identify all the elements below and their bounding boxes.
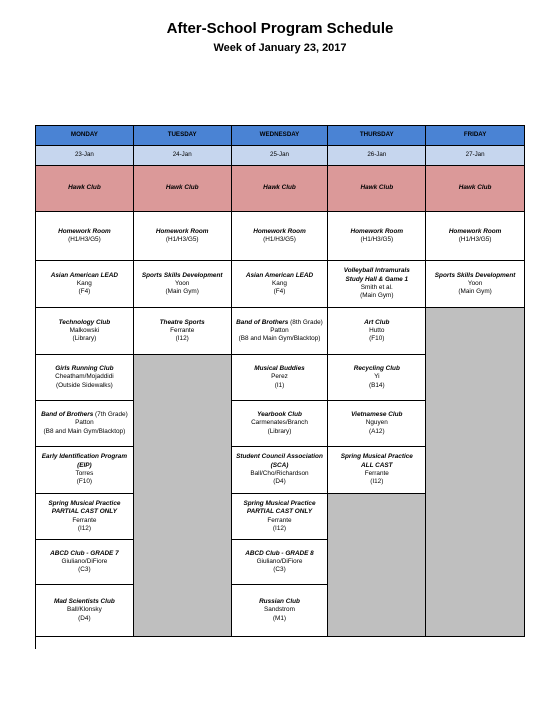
homework-room-tuesday [134,212,232,261]
activity-staff: Torres [75,470,94,477]
date-monday: 23-Jan [36,146,134,166]
day-header-monday: MONDAY [36,126,134,146]
day-header-thursday: THURSDAY [328,126,426,146]
activity-grade: (7th Grade) [93,411,128,418]
activity-room: (C3) [273,566,286,574]
activity-room: (I12) [370,478,384,486]
activity-staff: Nguyen [365,419,388,427]
activity-name: Sports Skills Development [141,271,223,279]
activity-cell [232,447,329,494]
activity-room: (D4) [273,478,286,486]
activity-name-continued: (EIP) [77,461,92,469]
activity-room: (F4) [78,288,91,296]
hawk-club-tuesday: Hawk Club [134,166,232,212]
activity-name: Band of Brothers [41,411,94,418]
activity-name: Mad Scientists Club [54,598,115,605]
activity-staff: Ferrante [364,470,389,477]
activity-staff: Carmenates/Branch [251,419,308,427]
activity-staff: Ball/Klonsky [66,606,102,614]
page-title: After-School Program Schedule [166,20,394,37]
activity-name: Theatre Sports [159,318,205,326]
activity-room: (A12) [368,427,385,435]
activity-room: (H1/H3/G5) [68,236,101,243]
empty-slot [426,308,525,637]
activity-cell [36,585,134,637]
activity-cell [328,355,426,401]
activity-cell [328,401,426,447]
activity-name: Homework Room [155,227,209,235]
activity-staff: Patton [75,419,94,427]
activity-name-continued: (SCA) [270,461,289,469]
date-friday: 27-Jan [426,146,525,166]
activity-name: Yearbook Club [257,411,302,418]
activity-name: Art Club [364,318,390,326]
activity-name-continued: PARTIAL CAST ONLY [51,508,117,516]
activity-staff: Cheatham/Mojaddidi [55,373,114,381]
activity-cell [328,308,426,355]
hawk-club-monday: Hawk Club [36,166,134,212]
hawk-club-thursday: Hawk Club [328,166,426,212]
activity-cell [36,261,134,308]
activity-staff: Malkowski [69,326,100,334]
activity-name: Musical Buddies [254,365,305,372]
activity-cell [36,401,134,447]
activity-name: Sports Skills Development [434,271,516,279]
activity-name: Band of Brothers [236,318,289,326]
activity-name: Student Council Association [236,453,323,461]
activity-name: Russian Club [259,598,300,605]
activity-room: (H1/H3/G5) [165,236,199,243]
activity-room: (F4) [273,288,286,296]
activity-cell [134,308,232,355]
activity-grade: (8th Grade) [288,318,323,326]
activity-room: (F10) [369,335,385,343]
activity-cell [36,355,134,401]
activity-staff: Perez [271,373,288,381]
activity-name: Homework Room [58,227,111,235]
activity-cell [36,308,134,355]
activity-name: Homework Room [448,227,502,235]
schedule-table [35,125,525,649]
activity-room: (Main Gym) [360,292,394,300]
activity-cell [232,540,329,585]
empty-slot [134,355,232,637]
activity-room: (I12) [77,524,91,532]
hawk-club-wednesday: Hawk Club [232,166,329,212]
activity-cell [328,261,426,308]
activity-cell [232,494,329,540]
activity-room: (Library) [72,335,97,343]
activity-cell [36,540,134,585]
activity-name-continued: ALL CAST [361,461,393,469]
page-subtitle: Week of January 23, 2017 [213,42,347,54]
activity-room: (I12) [272,524,287,532]
activity-room: (C3) [78,566,91,574]
activity-name: Spring Musical Practice [243,499,316,507]
day-header-wednesday: WEDNESDAY [232,126,329,146]
activity-staff: Kang [76,279,92,287]
activity-name: Asian American LEAD [50,271,119,279]
activity-room: (D4) [78,614,91,622]
activity-name: ABCD Club - GRADE 8 [245,549,314,557]
activity-name: Spring Musical Practice [340,453,413,461]
activity-name-line [41,411,128,419]
activity-staff: Yoon [467,279,483,287]
activity-staff: Ferrante [170,326,195,334]
activity-name: Homework Room [253,227,306,235]
day-header-tuesday: TUESDAY [134,126,232,146]
activity-staff: Ferrante [72,516,97,524]
activity-room: (M1) [272,614,287,622]
activity-staff: Giuliano/DiFiore [61,557,108,565]
activity-name-continued: PARTIAL CAST ONLY [246,508,313,516]
activity-name: Volleyball Intramurals [343,267,410,275]
activity-room: (Main Gym) [165,288,199,296]
activity-staff: Ferrante [267,516,292,524]
activity-cell [426,261,525,308]
activity-room: (B8 and Main Gym/Blacktop) [238,335,321,343]
activity-name: Early Identification Program [41,453,128,461]
activity-name: ABCD Club - GRADE 7 [50,549,119,557]
activity-room: (B14) [368,381,385,389]
activity-name: Homework Room [350,227,404,235]
activity-cell [232,308,329,355]
homework-room-wednesday [232,212,329,261]
activity-name-line [236,319,323,327]
homework-room-friday [426,212,525,261]
activity-room: (B8 and Main Gym/Blacktop) [43,427,126,435]
activity-name: Technology Club [58,318,111,326]
activity-room: (H1/H3/G5) [263,236,296,243]
day-header-friday: FRIDAY [426,126,525,146]
activity-staff: Giuliano/DiFiore [256,557,303,565]
activity-room: (H1/H3/G5) [458,236,492,243]
activity-staff: Kang [272,279,287,287]
activity-name: Vietnamese Club [351,411,403,418]
hawk-club-friday: Hawk Club [426,166,525,212]
activity-name: Spring Musical Practice [48,499,121,507]
activity-staff: Smith et al. [360,284,393,291]
activity-room: (Main Gym) [458,288,492,296]
activity-staff: Hutto [369,326,385,334]
activity-name: Recycling Club [353,365,400,372]
activity-room: (I1) [274,381,285,389]
activity-staff: Yoon [175,279,190,287]
activity-cell [134,261,232,308]
activity-staff: Sandstrom [264,606,295,614]
activity-name: Girls Running Club [55,365,114,372]
activity-cell [328,447,426,494]
date-tuesday: 24-Jan [134,146,232,166]
activity-room: (I12) [175,335,189,343]
activity-staff: Ball/Cho/Richardson [250,470,309,477]
activity-cell [232,261,329,308]
activity-cell [232,401,329,447]
date-wednesday: 25-Jan [232,146,329,166]
activity-cell [36,447,134,494]
activity-staff: Patton [270,326,289,334]
activity-room: (Outside Sidewalks) [55,381,113,389]
activity-name-continued: Study Hall & Game 1 [345,275,409,283]
activity-staff: Yi [374,373,380,381]
empty-slot [328,494,426,637]
activity-room: (F10) [76,478,93,486]
homework-room-thursday [328,212,426,261]
date-thursday: 26-Jan [328,146,426,166]
activity-cell [36,494,134,540]
activity-room: (Library) [267,427,292,435]
activity-room: (H1/H3/G5) [360,236,394,243]
activity-cell [232,355,329,401]
homework-room-monday [36,212,134,261]
activity-cell [232,585,329,637]
activity-name: Asian American LEAD [245,271,314,279]
